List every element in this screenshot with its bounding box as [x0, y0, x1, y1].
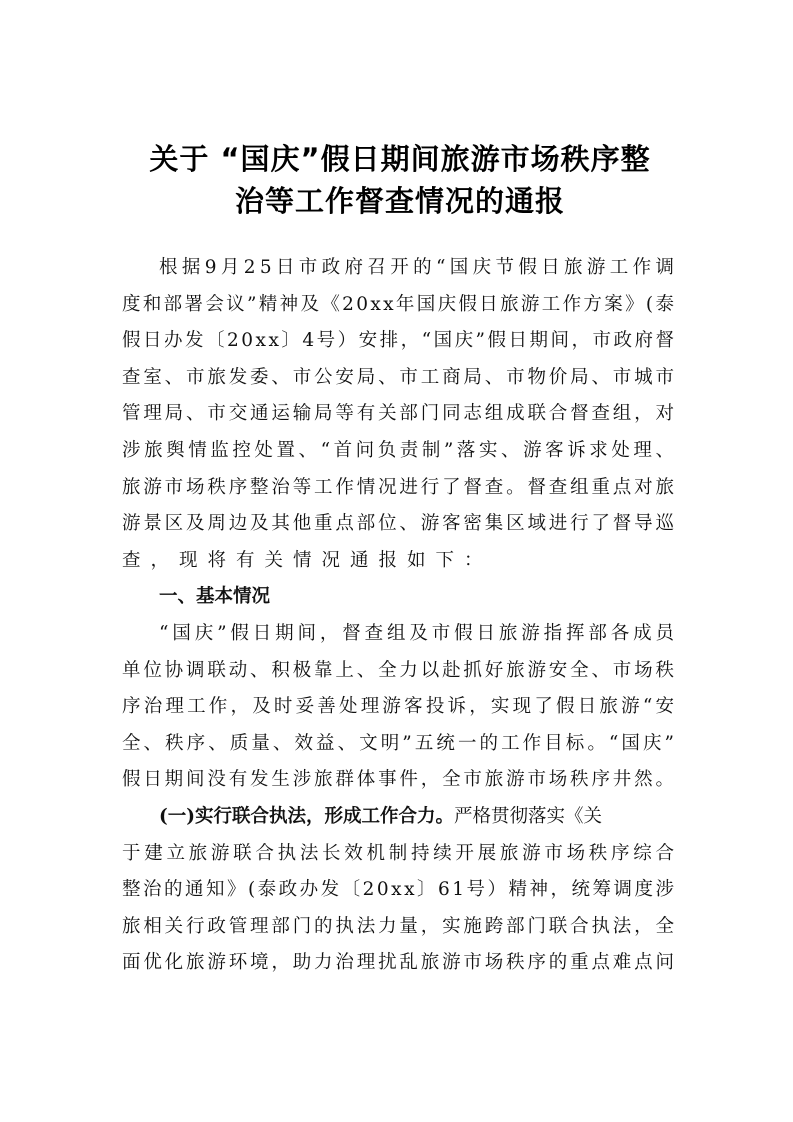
text: 严格贯彻落实《关: [454, 805, 603, 827]
text: 假日期间没有发生涉旅群体事件，全市旅游市场秩序井然。: [122, 769, 677, 791]
document-body: [122, 250, 679, 982]
text: 面优化旅游环境，助力治理扰乱旅游市场秩序的重点难点问: [122, 952, 677, 974]
text: 于建立旅游联合执法长效机制持续开展旅游市场秩序综合: [122, 842, 678, 864]
text: 假日办发〔20xx〕4号）安排，“国庆”假日期间，市政府督: [122, 330, 677, 352]
subsection1-line-1: [122, 799, 674, 836]
subsection1-line-5: [122, 945, 677, 982]
intro-line-9: [122, 543, 674, 580]
text: 整治的通知》(泰政办发〔20xx〕61号）精神，统筹调度涉: [122, 879, 677, 901]
intro-line-8: [122, 506, 677, 543]
subsection1-line-4: [122, 909, 677, 946]
section-heading-basic-situation: 一、基本情况: [159, 586, 271, 608]
intro-line-2: [122, 287, 677, 324]
text: 管理局、市交通运输局等有关部门同志组成联合督查组，对: [122, 403, 677, 425]
text: 涉旅舆情监控处置、“首问负责制”落实、游客诉求处理、: [122, 439, 678, 461]
text: 单位协调联动、积极靠上、全力以赴抓好旅游安全、市场秩: [122, 659, 677, 681]
text: 游景区及周边及其他重点部位、游客密集区域进行了督导巡: [122, 513, 677, 535]
intro-line-1: [122, 250, 679, 287]
section1-line-2: [122, 653, 677, 690]
text: 查，现将有关情况通报如下：: [122, 549, 493, 571]
text: “国庆”假日期间，督查组及市假日旅游指挥部各成员: [159, 622, 678, 644]
text: 序治理工作，及时妥善处理游客投诉，实现了假日旅游“安: [122, 696, 678, 718]
subsection1-line-2: [122, 836, 678, 873]
intro-line-7: [122, 470, 677, 507]
title-line-2: 治等工作督查情况的通报: [234, 184, 565, 218]
subsection-heading-joint-enforcement: (一)实行联合执法，形成工作合力。: [159, 805, 455, 827]
intro-line-5: [122, 396, 677, 433]
section1-line-1: [122, 616, 678, 653]
title-line-1: 关于 “国庆”假日期间旅游市场秩序整: [149, 142, 651, 176]
text: 度和部署会议”精神及《20xx年国庆假日旅游工作方案》(泰: [122, 293, 677, 315]
text: 旅相关行政管理部门的执法力量，实施跨部门联合执法，全: [122, 915, 677, 937]
subsection1-line-3: [122, 872, 677, 909]
text: 全、秩序、质量、效益、文明”五统一的工作目标。“国庆”: [122, 732, 678, 754]
intro-line-3: [122, 323, 677, 360]
intro-line-4: [122, 360, 677, 397]
text: 查室、市旅发委、市公安局、市工商局、市物价局、市城市: [122, 366, 677, 388]
section1-line-4: [122, 726, 678, 763]
intro-line-6: [122, 433, 678, 470]
document-title: [110, 138, 690, 222]
text: 根据9月25日市政府召开的“国庆节假日旅游工作调: [159, 257, 679, 278]
section1-line-3: [122, 689, 678, 726]
section1-line-5: [122, 762, 677, 799]
text: 旅游市场秩序整治等工作情况进行了督查。督查组重点对旅: [122, 476, 677, 498]
